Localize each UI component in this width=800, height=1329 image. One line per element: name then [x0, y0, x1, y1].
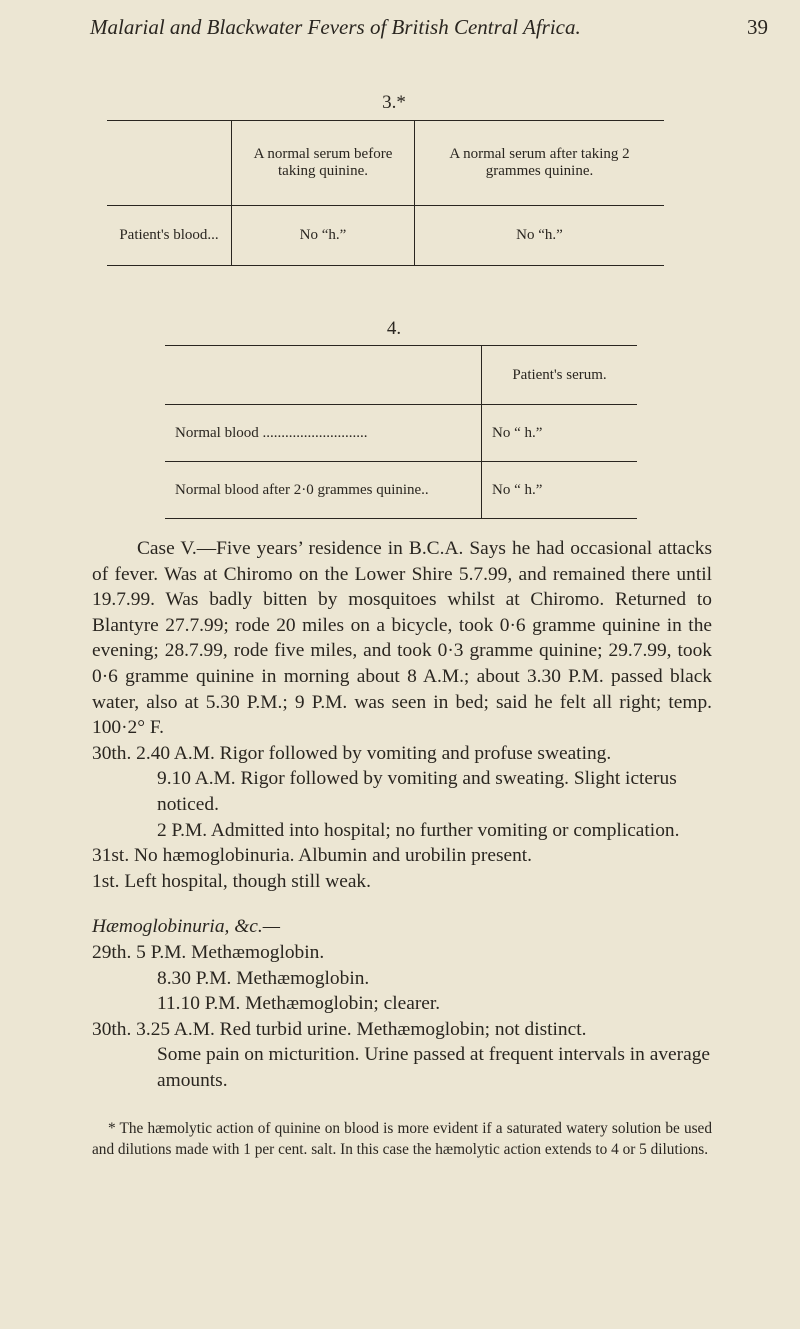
- table-4-corner: [165, 346, 482, 405]
- case-entry: 1st. Left hospital, though still weak.: [92, 870, 371, 892]
- table-3-row-label: Patient's blood...: [107, 206, 232, 266]
- case-paragraph: Case V.—Five years’ residence in B.C.A. Says he had occasional attacks of fever. Was at Chiromo on the Lower Shire 5.7.99, and remained there until 19.7.99. Was badly bitten by mosquitoes whilst at Chiromo. Returned to Blantyre 27.7.99; rode 20 miles on a bicycle, took 0·6 gramme quinine in the evening; 28.7.99, rode five miles, and took 0·3 gramme quinine; 29.7.99, took 0·6 gramme quinine in morning about 8 A.M.; about 3.30 P.M. passed black water, also at 5.30 P.M.; 9 P.M. was seen in bed; said he felt all right; temp. 100·2° F.: [92, 538, 712, 739]
- footnote: [92, 1118, 712, 1160]
- case-entry: 2 P.M. Admitted into hospital; no further vomiting or complication.: [157, 819, 680, 841]
- table-4-label: 4.: [386, 318, 402, 339]
- table-3-col2-header: A normal serum after taking 2 grammes quinine.: [415, 121, 665, 206]
- running-header: [90, 14, 768, 40]
- table-3: [107, 120, 664, 266]
- case-body: [92, 536, 712, 1093]
- table-4-col-header: Patient's serum.: [482, 346, 638, 405]
- table-4-row-label: Normal blood after 2·0 grammes quinine..: [165, 462, 482, 519]
- urine-entry: 8.30 P.M. Methæmoglobin.: [157, 967, 370, 989]
- footnote-text: * The hæmolytic action of quinine on blood is more evident if a saturated watery solution be used and dilutions made with 1 per cent. salt. In this case the hæmolytic action extends to 4 or 5 dilutions.: [92, 1120, 712, 1158]
- case-entry: 31st. No hæmoglobinuria. Albumin and urobilin present.: [92, 845, 533, 867]
- table-4-cell: No “ h.”: [482, 405, 638, 462]
- table-3-corner: [107, 121, 232, 206]
- table-3-cell-2: No “h.”: [415, 206, 665, 266]
- urine-entry: 11.10 P.M. Methæmoglobin; clearer.: [157, 993, 441, 1015]
- urine-entry: Some pain on micturition. Urine passed at frequent intervals in average amounts.: [157, 1044, 711, 1091]
- case-entry: 9.10 A.M. Rigor followed by vomiting and sweating. Slight icterus noticed.: [157, 768, 677, 815]
- table-4-row-label: Normal blood ............................: [165, 405, 482, 462]
- table-3-cell-1: No “h.”: [232, 206, 415, 266]
- case-entry: 30th. 2.40 A.M. Rigor followed by vomiting and profuse sweating.: [92, 742, 612, 764]
- header-title: Malarial and Blackwater Fevers of British Central Africa.: [90, 15, 581, 39]
- table-3-col1-header: A normal serum before taking quinine.: [232, 121, 415, 206]
- spacer: [92, 894, 712, 914]
- subheading: Hæmoglobinuria, &c.—: [92, 916, 280, 938]
- table-3-label: 3.*: [382, 92, 406, 113]
- urine-entry: 29th. 5 P.M. Methæmoglobin.: [92, 941, 325, 963]
- table-4-cell: No “ h.”: [482, 462, 638, 519]
- urine-entry: 30th. 3.25 A.M. Red turbid urine. Methæmoglobin; not distinct.: [92, 1018, 587, 1040]
- table-4: [165, 345, 637, 519]
- page-number: 39: [747, 15, 768, 39]
